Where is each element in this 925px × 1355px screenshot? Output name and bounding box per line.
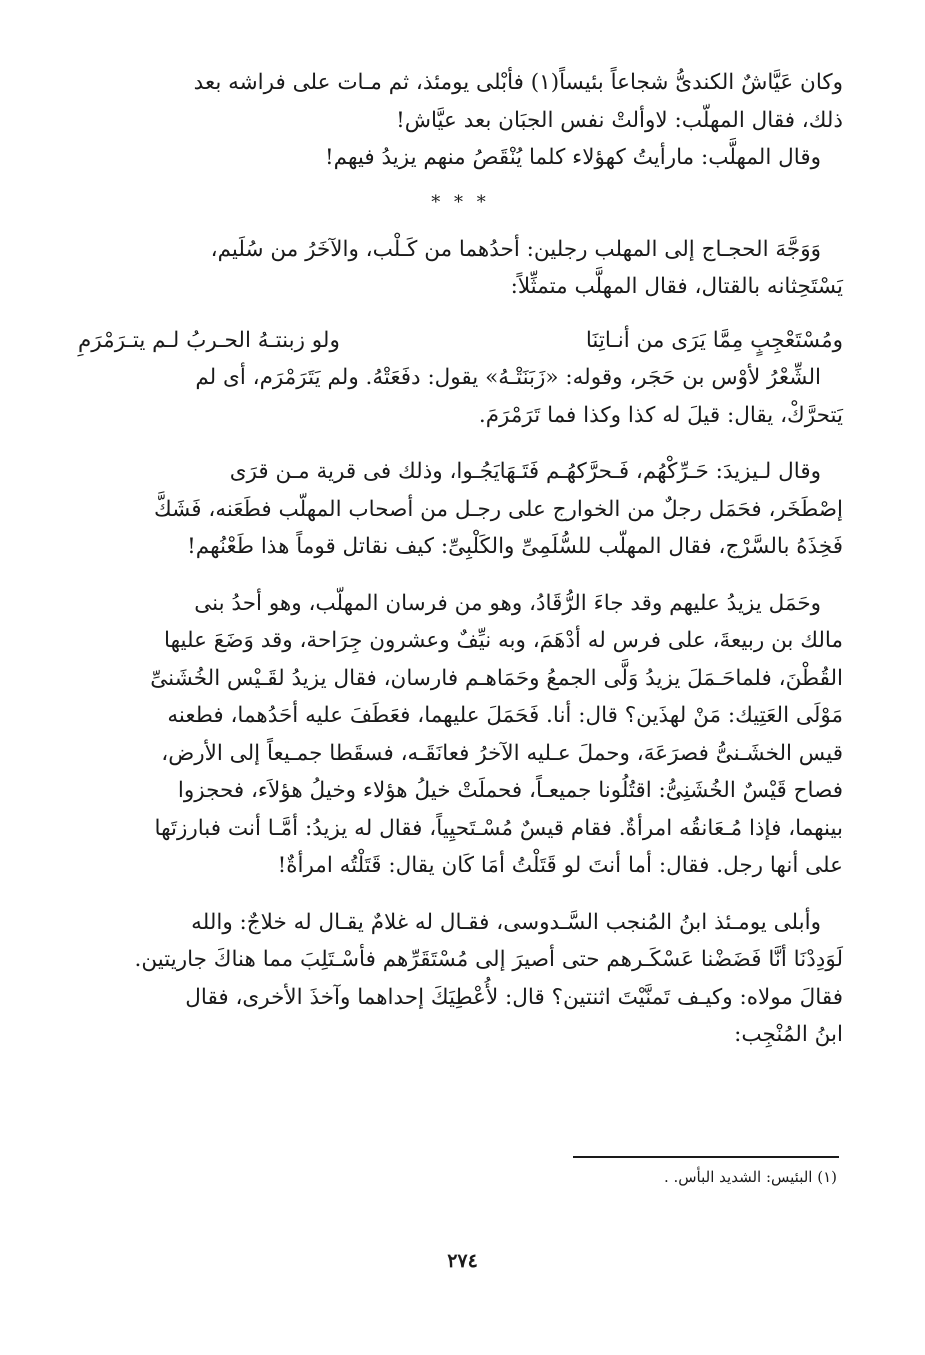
line: الشِّعْرُ لأوْس بن حَجَر، وقوله: «زَبَنَتْـهُ» يقول: دفَعَتْهُ. ولم يَتَرَمْرَم، أى لم xyxy=(195,365,821,390)
poetry-verse xyxy=(78,322,843,360)
paragraph-3 xyxy=(78,231,843,306)
line: بينهما، فإذا مُـعَانقُه امرأةٌ. فقام قيسٌ مُسْـتَحيِياً، فقال له يزيدُ: أمَّـا أنت فبارزتَها xyxy=(154,815,843,841)
paragraph-4 xyxy=(78,359,843,434)
paragraph-6 xyxy=(78,585,843,885)
line: ابنُ المُنْجِب: xyxy=(734,1022,843,1047)
line: إصْطَخَر، فحَمَل رجلٌ من الخوارج على رجـل من أصحاب المهلّب فطَعَنه، فَشَكَّ xyxy=(154,496,843,522)
line: القُطْنَ، فلماحَـمَلَ يزيدُ وَلَّى الجمعُ وحَمَاهـم فارسان، فقال يزيدُ لقَـيْس الخُشَنىِّ xyxy=(150,665,843,691)
line: على أنها رجل. فقال: أما أنتَ لو قَتَلْتُ أمَا كَان يقال: قَتَلْتُه امرأةٌ! xyxy=(277,853,843,878)
paragraph-2: وقال المهلَّب: مارأيتُ كهؤلاء كلما يُنْقَصُ منهم يزيدُ فيهم! xyxy=(325,145,821,170)
line: وقال لـيزيدَ: حَـرِّكْهُم، فَـحرَّكهُـم فَتَـهَايَجُـوا، وذلك فى قرية مـن قرَى xyxy=(229,459,821,484)
line: وَوَجَّهَ الحجـاج إلى المهلب رجلين: أحدُهما من كَـلْب، والآخَرُ من سُلَيم، xyxy=(210,236,821,262)
main-text xyxy=(78,64,843,1054)
line: ذلك، فقال المهلّب: لاوألتْ نفس الجبَان بعد عيَّاش! xyxy=(396,107,843,133)
verse-second-hemistich: ولو زبنتـهُ الحـربُ لـم يتـرَمْرَمِ xyxy=(78,327,340,353)
line: يَتحرَّكْ، يقال: قيلَ له كذا وكذا فما تَرَمْرَمَ. xyxy=(478,402,843,428)
paragraph-5 xyxy=(78,453,843,566)
verse-first-hemistich: ومُسْتَعْجِبٍ مِمَّا يَرَى من أنـاتِنَا xyxy=(585,327,843,353)
line: فصاح قَيْسٌ الخُشَنِىُّ: اقتُلُونا جميعـاً، فحملَتْ خيلُ هؤلاء وخيلُ هؤلاَء، فحجزوا xyxy=(177,778,843,803)
paragraph-1 xyxy=(78,64,843,139)
line: فقالَ مولاه: وكيـف تَمنَّيْتَ اثنتين؟ قال: لأُعْطِيَكَ إحداهما وآخذَ الأخرى، فقال xyxy=(185,984,843,1010)
line: وكان عَيَّاشٌ الكندىُّ شجاعاً بئيساً(١) فأبْلى يومئذ، ثم مـات على فراشه بعد xyxy=(193,70,843,95)
line: يَسْتَحِثانه بالقتال، فقال المهلَّب متمثِّلاً: xyxy=(510,274,843,299)
footnote-divider xyxy=(573,1156,839,1158)
line: وحَمَل يزيدُ عليهم وقد جاءَ الرُّقَادُ، وهو من فرسان المهلّب، وهو أحدُ بنى xyxy=(194,590,821,616)
line: مالك بن ربيعةَ، على فرس له أدْهَمَ، وبه نيِّفٌ وعشرون جِرَاحة، وقد وَضَعَ عليها xyxy=(164,628,843,653)
line: قيس الخشَـنىُّ فصرَعَهَ، وحملَ عـليه الآخرُ فعانَقَـه، فسقَطا جمـيعاً إلى الأرض، xyxy=(161,740,843,766)
line: فَخِذَهُ بالسَّرْج، فقال المهلّب للسُّلَمِىِّ والكَلْبِىِّ: كيف نقاتل قوماً هذا طَعْنُهم! xyxy=(187,534,843,559)
line: وأبلى يومـئذ ابنُ المُنجب السَّـدوسى، فقـال له غلامٌ يقـال له خلاجٌ: والله xyxy=(191,909,821,935)
line: لَوَدِدْنَا أنَّا فَضَضْنا عَسْكَـرهم حتى أصيرَ إلى مُسْتَقَرِّهم فأسْـتَلِبَ مما هناكَ جاريتين. xyxy=(134,947,843,972)
line: مَوْلَى العَتِيك: مَنْ لهذَين؟ قال: أنا. فَحَمَلَ عليهما، فعَطَفَ عليه أحَدُهما، فطعنه xyxy=(167,703,843,728)
page-number: ٢٧٤ xyxy=(447,1250,478,1272)
footnote: (١) البئيس: الشديد البأس. . xyxy=(663,1168,837,1186)
paragraph-7 xyxy=(78,904,843,1054)
section-separator: * * * xyxy=(431,191,490,213)
